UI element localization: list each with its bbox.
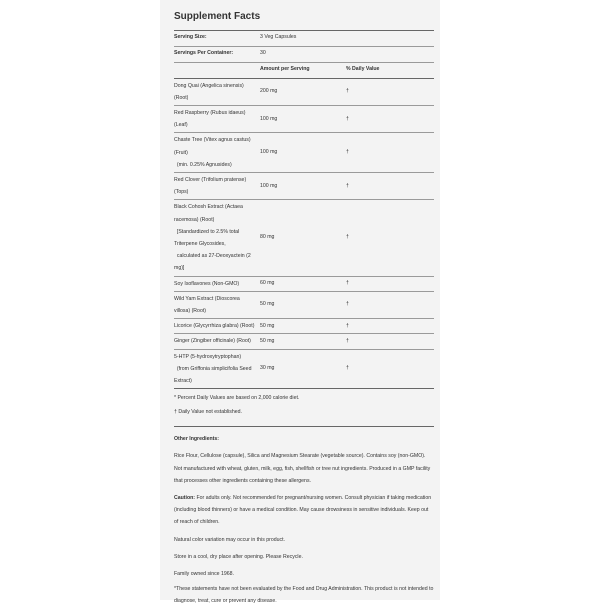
serving-size-value: 3 Veg Capsules — [260, 34, 297, 41]
ingredient-daily-value: † — [346, 115, 349, 122]
panel-title: Supplement Facts — [174, 11, 261, 22]
ingredient-row — [174, 106, 434, 132]
ingredient-name-line: Soy Isoflavones (Non-GMO) — [174, 280, 240, 287]
ingredient-daily-value: † — [346, 234, 349, 241]
family-note: Family owned since 1968. — [174, 571, 234, 577]
ingredient-name-line: Ginger (Zingiber officinale) (Root) — [174, 338, 251, 345]
ingredient-amount: 50 mg — [260, 301, 275, 308]
ingredient-name — [174, 134, 260, 171]
ingredient-name-line: Licorice (Glycyrrhiza glabra) (Root) — [174, 323, 255, 330]
caution-label: Caution: — [174, 494, 196, 501]
ingredient-name-line: [Standardized to 2.5% total — [174, 228, 240, 235]
ingredient-list — [174, 79, 434, 389]
color-variation-note: Natural color variation may occur in this product. — [174, 536, 286, 543]
ingredient-name-line: (Leaf) — [174, 122, 188, 129]
ingredient-daily-value: † — [346, 337, 349, 344]
ingredient-row — [174, 292, 434, 318]
ingredient-amount: 100 mg — [260, 149, 278, 156]
ingredient-amount: 60 mg — [260, 280, 275, 287]
servings-value: 30 — [260, 50, 266, 57]
ingredient-row — [174, 133, 434, 172]
allergen-statement: Not manufactured with wheat, gluten, milk, egg, fish, shellfish or tree nut ingredients. Produced in a GMP facility that processes other ingredients containing these allergens. — [174, 465, 431, 484]
ingredient-name — [174, 351, 260, 388]
ingredient-row — [174, 277, 434, 291]
ingredient-name-line: Wild Yam Extract (Dioscorea — [174, 295, 240, 302]
footnote-daily-values: * Percent Daily Values are based on 2,000 calorie diet. — [174, 395, 300, 402]
ingredient-name-line: (min. 0.25% Agnusides) — [174, 161, 232, 168]
ingredient-name-line: racemosa) (Root) — [174, 216, 215, 223]
ingredient-name — [174, 293, 260, 317]
ingredient-row — [174, 173, 434, 199]
ingredient-name-line: Chaste Tree (Vitex agnus castus) — [174, 137, 251, 144]
footnote-not-established: † Daily Value not established. — [174, 409, 242, 416]
caution-text: For adults only. Not recommended for pregnant/nursing women. Consult physician if taking medication (including blood thinners) or have a medical condition. May cause drowsiness in sensitive individuals. Keep out of reach of children. — [174, 494, 432, 526]
ingredient-row — [174, 350, 434, 389]
divider — [174, 388, 434, 389]
ingredient-amount: 50 mg — [260, 337, 275, 344]
other-ingredients-text: Rice Flour, Cellulose (capsule), Silica and Magnesium Stearate (vegetable source). Contains soy (non-GMO). — [174, 453, 426, 460]
ingredient-name-line: Dong Quai (Angelica sinensis) — [174, 82, 244, 89]
ingredient-name — [174, 278, 260, 290]
ingredient-amount: 200 mg — [260, 88, 278, 95]
ingredient-name-line: Red Clover (Trifolium pratense) — [174, 176, 247, 183]
other-ingredients-label: Other Ingredients: — [174, 436, 219, 443]
ingredient-name-line: (from Griffonia simplicifolia Seed — [174, 365, 252, 372]
ingredient-name-line: Extract) — [174, 377, 192, 384]
servings-label: Servings Per Container: — [174, 50, 234, 57]
ingredient-row — [174, 334, 434, 348]
ingredient-name-line: 5-HTP (5-hydroxytryptophan) — [174, 353, 242, 360]
ingredient-name-line: calculated as 27-Deoxyactein (2 — [174, 253, 251, 260]
caution-statement — [174, 492, 434, 529]
ingredient-name — [174, 320, 260, 332]
ingredient-name — [174, 174, 260, 198]
ingredient-row — [174, 79, 434, 105]
ingredient-name — [174, 107, 260, 131]
serving-size-label: Serving Size: — [174, 34, 207, 41]
ingredient-name-line: (Fruit) — [174, 149, 188, 156]
ingredient-daily-value: † — [346, 280, 349, 287]
ingredient-name-line: (Root) — [174, 94, 189, 101]
supplement-facts-panel — [160, 0, 440, 605]
servings-row — [174, 47, 434, 62]
ingredient-amount: 50 mg — [260, 322, 275, 329]
ingredient-name-line: Red Raspberry (Rubus idaeus) — [174, 109, 246, 116]
daily-value-header: % Daily Value — [346, 66, 380, 73]
column-header-row — [174, 63, 434, 78]
ingredient-row — [174, 319, 434, 333]
ingredient-name-line: (Tops) — [174, 189, 189, 196]
ingredient-name-line: Triterpene Glycosides, — [174, 240, 226, 247]
ingredient-amount: 80 mg — [260, 234, 275, 241]
divider — [174, 426, 434, 427]
ingredient-name — [174, 80, 260, 104]
ingredient-daily-value: † — [346, 182, 349, 189]
ingredient-name — [174, 201, 260, 274]
ingredient-name — [174, 335, 260, 347]
amount-header: Amount per Serving — [260, 66, 310, 73]
ingredient-daily-value: † — [346, 88, 349, 95]
storage-note: Store in a cool, dry place after opening. Please Recycle. — [174, 553, 303, 560]
serving-size-row — [174, 31, 434, 46]
ingredient-amount: 30 mg — [260, 365, 275, 372]
ingredient-name-line: villosa) (Root) — [174, 307, 206, 314]
ingredient-amount: 100 mg — [260, 182, 278, 189]
ingredient-name-line: mg)] — [174, 265, 185, 272]
ingredient-daily-value: † — [346, 322, 349, 329]
fda-disclaimer: *These statements have not been evaluated by the Food and Drug Administration. This product is not intended to diagnose, treat, cure or prevent any disease. — [174, 586, 434, 605]
ingredient-amount: 100 mg — [260, 115, 278, 122]
ingredient-daily-value: † — [346, 301, 349, 308]
ingredient-row — [174, 200, 434, 275]
ingredient-daily-value: † — [346, 365, 349, 372]
ingredient-name-line: Black Cohosh Extract (Actaea — [174, 204, 243, 211]
ingredient-daily-value: † — [346, 149, 349, 156]
